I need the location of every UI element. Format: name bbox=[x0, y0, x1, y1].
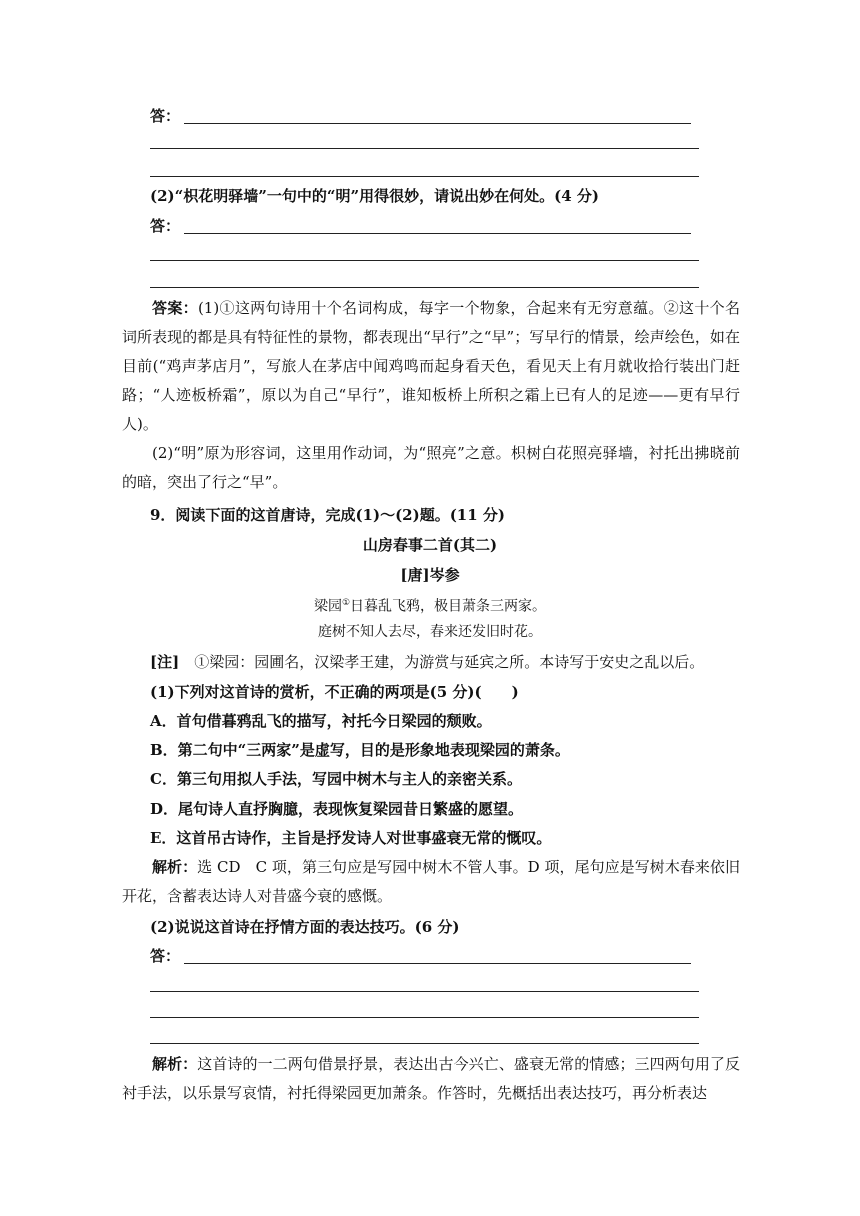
note-text: ①梁园：园圃名，汉梁孝王建，为游赏与延宾之所。本诗写于安史之乱以后。 bbox=[194, 653, 705, 671]
answer-label: 答： bbox=[150, 947, 181, 965]
answer-text: (1)①这两句诗用十个名词构成，每字一个物象，合起来有无穷意蕴。②这十个名词所表现的都是具有特征性的景物，都表现出“早行”之“早”；写早行的情景，绘声绘色，如在目前(“鸡声茅店月”，写旅人在茅店中闻鸡鸣而起身看天色，看见天上有月就收拾行装出门赶路；“人迹板桥霜”，原以为自己“早行”，谁知板桥上所积之霜上已有人的足迹——更有早行人)。 bbox=[122, 299, 740, 433]
option-c: C．第三句用拟人手法，写园中树木与主人的亲密关系。 bbox=[150, 770, 522, 788]
answer-rule bbox=[150, 176, 699, 177]
answer-8-part-1 bbox=[122, 294, 740, 439]
poem-title: 山房春事二首(其二) bbox=[362, 536, 498, 554]
answer-label: 答： bbox=[150, 217, 181, 235]
poem-line-2: 庭树不知人去尽，春来还发旧时花。 bbox=[318, 624, 542, 640]
answer-rule bbox=[150, 1017, 699, 1018]
answer-rule bbox=[150, 260, 699, 261]
answer-line bbox=[150, 107, 699, 125]
answer-rule bbox=[150, 1043, 699, 1044]
answer-rule bbox=[184, 233, 691, 234]
answer-rule bbox=[150, 287, 699, 288]
question-9-2: (2)说说这首诗在抒情方面的表达技巧。(6 分) bbox=[150, 918, 460, 936]
answer-8-part-2: (2)“明”原为形容词，这里用作动词，为“照亮”之意。枳树白花照亮驿墙，衬托出拂晓前的暗，突出了行之“早”。 bbox=[122, 444, 740, 491]
analysis-text: 选 CD C 项，第三句应是写园中树木不管人事。D 项，尾句应是写树木春来依旧开花，含蓄表达诗人对昔盛今衰的感慨。 bbox=[122, 858, 740, 905]
poem-note bbox=[150, 653, 740, 671]
poem-line-1-a: 梁园 bbox=[313, 598, 342, 615]
answer-label: 答： bbox=[150, 107, 181, 125]
analysis-9-2 bbox=[122, 1050, 740, 1108]
answer-lead: 答案： bbox=[152, 299, 198, 317]
answer-line bbox=[150, 947, 699, 965]
analysis-lead: 解析： bbox=[152, 1055, 198, 1073]
option-b: B．第二句中“三两家”是虚写，目的是形象地表现梁园的萧条。 bbox=[150, 741, 570, 759]
note-label: [注] bbox=[150, 653, 180, 671]
answer-rule bbox=[184, 123, 691, 124]
option-a: A．首句借暮鸦乱飞的描写，衬托今日梁园的颓败。 bbox=[150, 712, 492, 730]
analysis-9-1 bbox=[122, 853, 740, 911]
answer-rule bbox=[150, 148, 699, 149]
question-8-2: (2)“枳花明驿墙”一句中的“明”用得很妙，请说出妙在何处。(4 分) bbox=[150, 187, 599, 205]
footnote-marker: ① bbox=[341, 598, 351, 608]
poem-line-1-b: 日暮乱飞鸦，极目萧条三两家。 bbox=[350, 598, 547, 615]
question-9-1: (1)下列对这首诗的赏析，不正确的两项是(5 分)( ) bbox=[150, 683, 519, 701]
answer-rule bbox=[184, 963, 691, 964]
question-9: 9．阅读下面的这首唐诗，完成(1)～(2)题。(11 分) bbox=[150, 506, 505, 524]
poem-author bbox=[0, 566, 860, 584]
poem-author-text: [唐]岑参 bbox=[400, 566, 460, 584]
option-e: E．这首吊古诗作，主旨是抒发诗人对世事盛衰无常的慨叹。 bbox=[150, 829, 552, 847]
answer-line bbox=[150, 217, 699, 235]
analysis-text: 这首诗的一二两句借景抒景，表达出古今兴亡、盛衰无常的情感；三四两句用了反衬手法，以乐景写哀情，衬托得梁园更加萧条。作答时，先概括出表达技巧，再分析表达 bbox=[122, 1055, 740, 1102]
poem-line-1 bbox=[0, 594, 860, 616]
option-d: D．尾句诗人直抒胸臆，表现恢复梁园昔日繁盛的愿望。 bbox=[150, 800, 524, 818]
analysis-lead: 解析： bbox=[152, 858, 198, 876]
answer-rule bbox=[150, 991, 699, 992]
